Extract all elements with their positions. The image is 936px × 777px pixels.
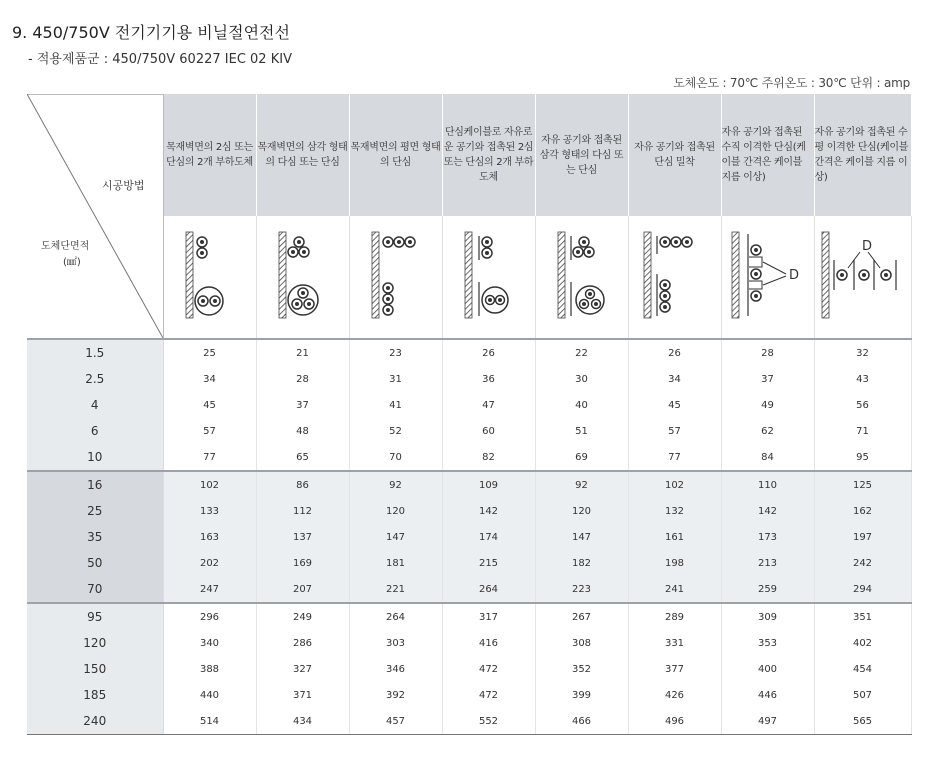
ampacity-cell: 241 [628, 576, 721, 603]
ampacity-cell: 353 [721, 630, 814, 656]
method-header-5: 자유 공기와 접촉된 삼각 형태의 다심 또는 단심 [535, 94, 628, 216]
ampacity-cell: 92 [535, 471, 628, 498]
ampacity-cell: 43 [814, 366, 911, 392]
ampacity-cell: 472 [442, 682, 535, 708]
ampacity-cell: 92 [349, 471, 442, 498]
ampacity-cell: 125 [814, 471, 911, 498]
ampacity-cell: 120 [535, 498, 628, 524]
ampacity-cell: 416 [442, 630, 535, 656]
ampacity-cell: 69 [535, 444, 628, 471]
method-header-7: 자유 공기와 접촉된 수직 이격한 단심(케이블 간격은 케이블 지름 이상) [721, 94, 814, 216]
wall-two-core-icon [163, 216, 256, 339]
ampacity-cell: 181 [349, 550, 442, 576]
ampacity-cell: 182 [535, 550, 628, 576]
ampacity-cell: 497 [721, 708, 814, 735]
table-row [27, 576, 911, 603]
ampacity-cell: 137 [256, 524, 349, 550]
ampacity-cell: 340 [163, 630, 256, 656]
table-row [27, 656, 911, 682]
method-label: 시공방법 [101, 179, 145, 192]
horizontal-spaced-icon [814, 216, 911, 339]
method-header-6: 자유 공기와 접촉된 단심 밀착 [628, 94, 721, 216]
conductor-size-cell: 50 [27, 550, 163, 576]
ampacity-cell: 57 [628, 418, 721, 444]
ampacity-cell: 37 [256, 392, 349, 418]
ampacity-cell: 346 [349, 656, 442, 682]
ampacity-cell: 472 [442, 656, 535, 682]
ampacity-cell: 25 [163, 339, 256, 366]
ampacity-cell: 45 [628, 392, 721, 418]
ampacity-cell: 207 [256, 576, 349, 603]
ampacity-cell: 84 [721, 444, 814, 471]
ampacity-cell: 110 [721, 471, 814, 498]
ampacity-cell: 215 [442, 550, 535, 576]
table-row [27, 550, 911, 576]
ampacity-cell: 26 [442, 339, 535, 366]
ampacity-cell: 45 [163, 392, 256, 418]
ampacity-cell: 402 [814, 630, 911, 656]
ampacity-cell: 30 [535, 366, 628, 392]
ampacity-cell: 37 [721, 366, 814, 392]
table-row [27, 392, 911, 418]
ampacity-cell: 249 [256, 603, 349, 630]
ampacity-cell: 197 [814, 524, 911, 550]
table-row [27, 498, 911, 524]
ampacity-cell: 351 [814, 603, 911, 630]
ampacity-cell: 352 [535, 656, 628, 682]
conductor-size-cell: 95 [27, 603, 163, 630]
ampacity-cell: 40 [535, 392, 628, 418]
ampacity-cell: 308 [535, 630, 628, 656]
area-label-text: 도체단면적 [41, 241, 90, 252]
table-row [27, 682, 911, 708]
ampacity-cell: 264 [442, 576, 535, 603]
product-line: - 적용제품군 : 450/750V 60227 IEC 02 KIV [28, 52, 292, 67]
conductor-size-cell: 2.5 [27, 366, 163, 392]
conditions-note: 도체온도 : 70℃ 주위온도 : 30℃ 단위 : amp [673, 76, 910, 90]
ampacity-cell: 62 [721, 418, 814, 444]
conductor-size-cell: 185 [27, 682, 163, 708]
ampacity-cell: 65 [256, 444, 349, 471]
table-row [27, 471, 911, 498]
ampacity-cell: 392 [349, 682, 442, 708]
ampacity-cell: 57 [163, 418, 256, 444]
method-header-8: 자유 공기와 접촉된 수평 이격한 단심(케이블 간격은 케이블 지름 이상) [814, 94, 911, 216]
ampacity-cell: 163 [163, 524, 256, 550]
conductor-size-cell: 35 [27, 524, 163, 550]
free-air-touching-icon [628, 216, 721, 339]
ampacity-cell: 77 [163, 444, 256, 471]
conductor-size-cell: 4 [27, 392, 163, 418]
ampacity-cell: 388 [163, 656, 256, 682]
ampacity-data [27, 339, 911, 735]
ampacity-cell: 161 [628, 524, 721, 550]
ampacity-cell: 34 [163, 366, 256, 392]
ampacity-cell: 102 [163, 471, 256, 498]
area-label [41, 239, 89, 271]
conductor-size-cell: 120 [27, 630, 163, 656]
ampacity-cell: 221 [349, 576, 442, 603]
page-title: 9. 450/750V 전기기기용 비닐절연전선 [12, 23, 290, 42]
ampacity-cell: 86 [256, 471, 349, 498]
ampacity-cell: 457 [349, 708, 442, 735]
ampacity-cell: 317 [442, 603, 535, 630]
vertical-spacing-marker: D [788, 268, 799, 283]
ampacity-cell: 247 [163, 576, 256, 603]
vertical-spaced-icon [721, 216, 814, 339]
ampacity-cell: 173 [721, 524, 814, 550]
ampacity-cell: 47 [442, 392, 535, 418]
ampacity-cell: 496 [628, 708, 721, 735]
conductor-size-cell: 6 [27, 418, 163, 444]
ampacity-cell: 41 [349, 392, 442, 418]
ampacity-cell: 21 [256, 339, 349, 366]
conductor-size-cell: 1.5 [27, 339, 163, 366]
table-row [27, 418, 911, 444]
ampacity-cell: 28 [721, 339, 814, 366]
conductor-size-cell: 25 [27, 498, 163, 524]
ampacity-cell: 440 [163, 682, 256, 708]
ampacity-cell: 466 [535, 708, 628, 735]
ampacity-cell: 132 [628, 498, 721, 524]
ampacity-cell: 267 [535, 603, 628, 630]
method-header-4: 단심케이블로 자유로운 공기와 접촉된 2심 또는 단심의 2개 부하도체 [442, 94, 535, 216]
ampacity-cell: 102 [628, 471, 721, 498]
ampacity-cell: 446 [721, 682, 814, 708]
ampacity-cell: 565 [814, 708, 911, 735]
ampacity-cell: 36 [442, 366, 535, 392]
ampacity-cell: 120 [349, 498, 442, 524]
ampacity-cell: 70 [349, 444, 442, 471]
ampacity-cell: 23 [349, 339, 442, 366]
ampacity-cell: 213 [721, 550, 814, 576]
table-row [27, 708, 911, 735]
conductor-size-cell: 240 [27, 708, 163, 735]
ampacity-cell: 26 [628, 339, 721, 366]
ampacity-cell: 169 [256, 550, 349, 576]
table-row [27, 339, 911, 366]
ampacity-cell: 82 [442, 444, 535, 471]
ampacity-cell: 71 [814, 418, 911, 444]
ampacity-cell: 259 [721, 576, 814, 603]
ampacity-cell: 31 [349, 366, 442, 392]
table-row [27, 524, 911, 550]
method-header-3: 목재벽면의 평면 형태의 단심 [349, 94, 442, 216]
free-air-two-core-icon [442, 216, 535, 339]
ampacity-cell: 162 [814, 498, 911, 524]
ampacity-cell: 174 [442, 524, 535, 550]
horizontal-spacing-marker: D [861, 239, 872, 254]
conductor-size-cell: 150 [27, 656, 163, 682]
ampacity-cell: 28 [256, 366, 349, 392]
conductor-size-cell: 16 [27, 471, 163, 498]
ampacity-cell: 202 [163, 550, 256, 576]
ampacity-cell: 95 [814, 444, 911, 471]
ampacity-cell: 399 [535, 682, 628, 708]
method-header-2: 목재벽면의 삼각 형태의 다심 또는 단심 [256, 94, 349, 216]
ampacity-cell: 286 [256, 630, 349, 656]
ampacity-cell: 112 [256, 498, 349, 524]
table-row [27, 366, 911, 392]
ampacity-cell: 77 [628, 444, 721, 471]
ampacity-cell: 514 [163, 708, 256, 735]
ampacity-cell: 377 [628, 656, 721, 682]
ampacity-cell: 454 [814, 656, 911, 682]
ampacity-cell: 264 [349, 603, 442, 630]
ampacity-cell: 133 [163, 498, 256, 524]
ampacity-table [27, 94, 912, 735]
ampacity-cell: 60 [442, 418, 535, 444]
ampacity-cell: 32 [814, 339, 911, 366]
ampacity-cell: 56 [814, 392, 911, 418]
ampacity-cell: 52 [349, 418, 442, 444]
wall-trefoil-icon [256, 216, 349, 339]
conductor-size-cell: 70 [27, 576, 163, 603]
ampacity-cell: 34 [628, 366, 721, 392]
ampacity-cell: 242 [814, 550, 911, 576]
ampacity-cell: 142 [721, 498, 814, 524]
ampacity-cell: 426 [628, 682, 721, 708]
ampacity-cell: 48 [256, 418, 349, 444]
wall-flat-icon [349, 216, 442, 339]
ampacity-cell: 109 [442, 471, 535, 498]
ampacity-cell: 147 [349, 524, 442, 550]
method-header-1: 목재벽면의 2심 또는 단심의 2개 부하도체 [163, 94, 256, 216]
ampacity-cell: 223 [535, 576, 628, 603]
ampacity-cell: 552 [442, 708, 535, 735]
ampacity-cell: 400 [721, 656, 814, 682]
ampacity-cell: 198 [628, 550, 721, 576]
table-row [27, 603, 911, 630]
ampacity-cell: 303 [349, 630, 442, 656]
ampacity-cell: 294 [814, 576, 911, 603]
conductor-size-cell: 10 [27, 444, 163, 471]
ampacity-cell: 49 [721, 392, 814, 418]
ampacity-cell: 371 [256, 682, 349, 708]
ampacity-cell: 147 [535, 524, 628, 550]
ampacity-cell: 51 [535, 418, 628, 444]
corner-diagonal [27, 94, 163, 338]
table-row [27, 444, 911, 471]
ampacity-cell: 331 [628, 630, 721, 656]
ampacity-cell: 22 [535, 339, 628, 366]
free-air-trefoil-icon [535, 216, 628, 339]
ampacity-cell: 309 [721, 603, 814, 630]
table-row [27, 630, 911, 656]
ampacity-cell: 434 [256, 708, 349, 735]
ampacity-cell: 296 [163, 603, 256, 630]
ampacity-cell: 507 [814, 682, 911, 708]
ampacity-cell: 142 [442, 498, 535, 524]
ampacity-cell: 289 [628, 603, 721, 630]
corner-cell [27, 94, 163, 339]
area-unit: (㎟) [63, 257, 81, 268]
ampacity-cell: 327 [256, 656, 349, 682]
